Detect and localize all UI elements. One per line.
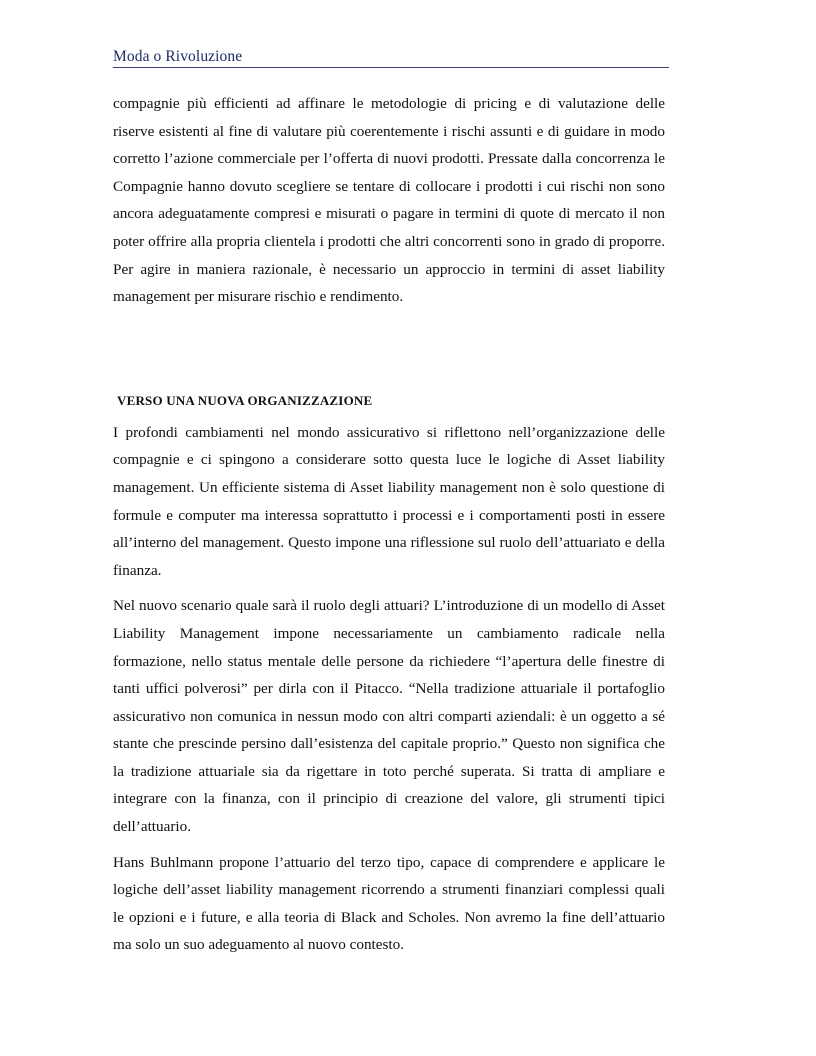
page-body bbox=[113, 90, 665, 959]
running-header bbox=[113, 46, 669, 68]
section-paragraph-2: Nel nuovo scenario quale sarà il ruolo degli attuari? L’introduzione di un modello di Asset Liability Management impone necessariamente un cambiamento radicale nella formazione, nello status mentale delle persone da richiedere “l’apertura delle finestre di tanti uffici polverosi” per dirla con il Pitacco. “Nella tradizione attuariale il portafoglio assicurativo non comunica in nessun modo con altri comparti aziendali: è un oggetto a sé stante che prescinde persino dall’esistenza del capitale proprio.” Questo non significa che la tradizione attuariale sia da rigettare in toto perché superata. Si tratta di ampliare e integrare con la finanza, con il principio di creazione del valore, gli strumenti tipici dell’attuario. bbox=[113, 597, 665, 836]
section-heading: VERSO UNA NUOVA ORGANIZZAZIONE bbox=[117, 392, 373, 408]
section-paragraph-3: Hans Buhlmann propone l’attuario del terzo tipo, capace di comprendere e applicare le logiche dell’asset liability management ricorrendo a strumenti finanziari complessi quali le opzioni e i future, e alla teoria di Black and Scholes. Non avremo la fine dell’attuario ma solo un suo adeguamento al nuovo contesto. bbox=[113, 853, 665, 954]
section-paragraph-1: I profondi cambiamenti nel mondo assicurativo si riflettono nell’organizzazione delle compagnie e ci spingono a considerare sotto questa luce le logiche di Asset liability management. Un efficiente sistema di Asset liability management non è solo questione di formule e computer ma interessa soprattutto i processi e i comportamenti posti in essere all’interno del management. Questo impone una riflessione sul ruolo dell’attuariato e della finanza. bbox=[113, 423, 665, 579]
header-title: Moda o Rivoluzione bbox=[113, 48, 243, 65]
intro-paragraph: compagnie più efficienti ad affinare le metodologie di pricing e di valutazione delle riserve esistenti al fine di valutare più coerentemente i rischi assunti e di guidare in modo corretto l’azione commerciale per l’offerta di nuovi prodotti. Pressate dalla concorrenza le Compagnie hanno dovuto scegliere se tentare di collocare i prodotti i cui rischi non sono ancora adeguatamente compresi e misurati o pagare in termini di quote di mercato il non poter offrire alla propria clientela i prodotti che altri concorrenti sono in grado di proporre. Per agire in maniera razionale, è necessario un approccio in termini di asset liability management per misurare rischio e rendimento. bbox=[113, 95, 665, 306]
